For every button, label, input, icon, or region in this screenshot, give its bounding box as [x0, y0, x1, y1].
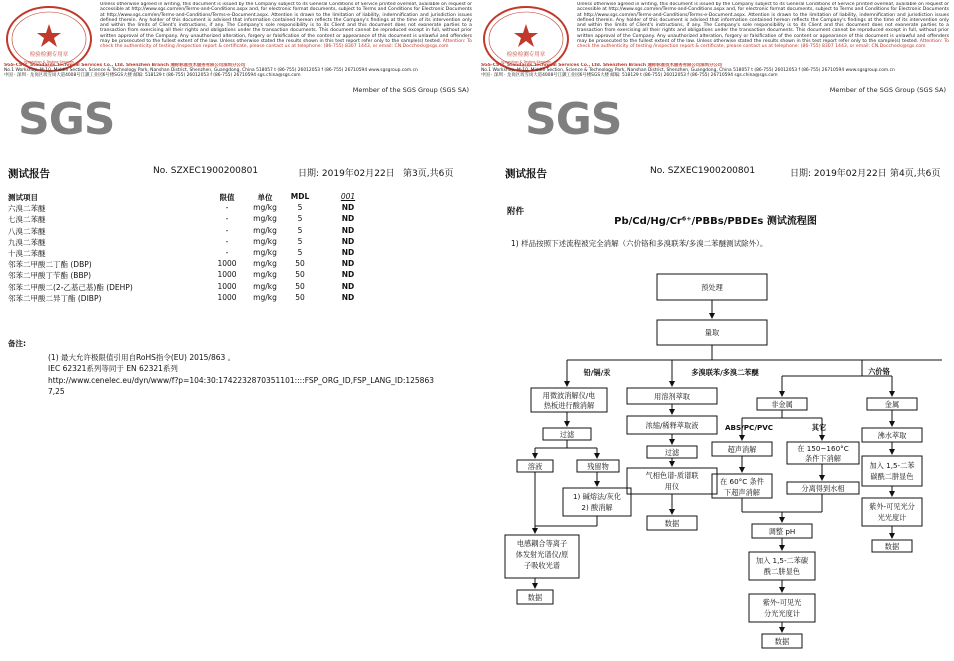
- cell-result: ND: [341, 292, 355, 302]
- cell-result: ND: [341, 214, 355, 224]
- table-row: [8, 282, 388, 293]
- cell-unit: mg/kg: [253, 292, 277, 302]
- test-flowchart: [477, 250, 954, 661]
- cell-unit: mg/kg: [253, 225, 277, 235]
- table-row: [8, 248, 388, 259]
- cell-test-item: 十溴二苯醚: [8, 248, 46, 258]
- svg-text:检验检测专用章: 检验检测专用章: [506, 52, 546, 58]
- member-line: Member of the SGS Group (SGS SA): [352, 86, 469, 94]
- flow-alkali-fusion: 1) 碱熔法/灰化: [572, 492, 622, 501]
- flow-uv-vis-2: 分光光度计: [764, 609, 800, 618]
- cell-result: ND: [341, 236, 355, 246]
- cell-unit: mg/kg: [253, 214, 277, 224]
- cell-mdl: 50: [295, 259, 305, 269]
- report-title: 测试报告: [505, 168, 547, 180]
- table-row: [8, 237, 388, 248]
- table-row: [8, 203, 388, 214]
- results-table: [8, 192, 388, 304]
- cell-mdl: 5: [297, 236, 303, 246]
- cell-result: ND: [341, 259, 355, 269]
- cell-test-item: 八溴二苯醚: [8, 226, 46, 236]
- flow-sampling: 量取: [704, 328, 720, 337]
- flow-color-dev: 加入 1,5-二苯碳: [755, 556, 809, 565]
- flow-icp-3: 子吸收光谱: [524, 561, 560, 570]
- flow-icp: 电感耦合等离子: [516, 539, 568, 548]
- cell-result: ND: [341, 270, 355, 280]
- cell-limit: -: [225, 214, 229, 224]
- flow-solution: 溶液: [527, 462, 543, 471]
- cell-mdl: 5: [297, 214, 303, 224]
- header-test-item: 测试项目: [8, 193, 38, 202]
- flow-abs-pc-pvc: ABS/PC/PVC: [724, 423, 774, 432]
- flow-branch-pbb-pbde: 多溴联苯/多溴二苯醚: [691, 368, 759, 377]
- flow-color-dev-2: 酰二肼显色: [764, 567, 800, 576]
- flow-ultrasonic: 超声消解: [727, 445, 757, 454]
- cell-test-item: 六溴二苯醚: [8, 204, 46, 214]
- flow-digest-150: 在 150~160°C: [797, 444, 849, 453]
- flow-acid-digestion-b: 2) 酸消解: [581, 503, 613, 512]
- flow-ultrasonic-60-2: 下超声消解: [724, 488, 760, 497]
- cell-unit: mg/kg: [253, 236, 277, 246]
- flow-solvent-extract: 用溶剂萃取: [654, 392, 690, 401]
- flow-concentrate: 浓缩/稀释萃取液: [645, 421, 699, 430]
- flow-uv-vis: 紫外-可见光: [762, 598, 802, 607]
- flow-gcms-2: 用仪: [664, 482, 680, 491]
- cell-unit: mg/kg: [253, 203, 277, 213]
- page-number: 第3页,共6页: [403, 169, 454, 179]
- report-title: 测试报告: [8, 168, 50, 180]
- svg-text:Inspection & Testing Services: Inspection & Testing Services: [501, 60, 551, 64]
- cell-limit: -: [225, 236, 229, 246]
- svg-text:Inspection & Testing Services: Inspection & Testing Services: [24, 60, 74, 64]
- flow-metal: 金属: [884, 400, 900, 409]
- cell-test-item: 七溴二苯醚: [8, 215, 46, 225]
- annex-label: 附件: [507, 207, 525, 217]
- flow-filter-a: 过滤: [559, 430, 575, 439]
- flow-data-d: 数据: [884, 542, 900, 551]
- header-mdl: MDL: [290, 192, 310, 201]
- cell-mdl: 5: [297, 225, 303, 235]
- flow-branch-cr6: 六价铬: [868, 367, 890, 376]
- member-line: Member of the SGS Group (SGS SA): [829, 86, 946, 94]
- sgs-logo: SGS: [18, 94, 115, 145]
- flow-ultrasonic-60: 在 60°C 条件: [720, 477, 764, 486]
- cell-unit: mg/kg: [253, 247, 277, 257]
- flow-data-a: 数据: [527, 593, 543, 602]
- svg-text:检验检测专用章: 检验检测专用章: [29, 52, 69, 58]
- step-1-text: 1) 样品按照下述流程被完全消解（六价铬和多溴联苯/多溴二苯醚测试除外）。: [511, 239, 768, 248]
- cell-test-item: 邻苯二甲酸二(2-乙基己基)酯 (DEHP): [8, 282, 133, 292]
- cell-limit: -: [225, 247, 229, 257]
- cell-result: ND: [341, 203, 355, 213]
- cell-test-item: 九溴二苯醚: [8, 237, 46, 247]
- cell-mdl: 5: [297, 203, 303, 213]
- flow-uv-vis-d-2: 光光度计: [877, 513, 907, 522]
- header-sample-001: 001: [340, 192, 356, 201]
- company-address-strip: SGS-CSTC Standards Technical Services Co., Ltd. Shenzhen Branch 通标标准技术服务有限公司深圳分公司 No.1 Workshop, M-10, Middle Section, Science & Technology Park, Nanshan District, Shenzhen, Guangdong, China 518057 t (86-755) 26012053 f (86-755) 26710594 www.sgsgroup.com.cn 中国 · 深圳 · 龙岗区坂雪岗大道4008号江灏工业园6号楼SGS大楼 邮编: 518129 t (86-755) 26012053 f (86-755) 26710594 sgs.china@sgs.com: [4, 63, 418, 78]
- cell-limit: 1000: [217, 270, 237, 280]
- table-row: [8, 226, 388, 237]
- table-row: [8, 270, 388, 281]
- legal-disclaimer: Unless otherwise agreed in writing, this document is issued by the Company subject to its General Conditions of Service printed overleaf, available on request or accessible at http://www.sgs.com/en/Terms-and-Conditions.aspx and, for electronic format documents, subject to Terms and Conditions for Electronic Documents at http://www.sgs.com/en/Terms-and-Conditions/Terms-e-Document.aspx. Attention is drawn to the limitation of liability, indemnification and jurisdiction issues defined therein. Any holder of this document is advised that information contained hereon reflects the Company's findings at the time of its intervention only and within the limits of Client's instructions, if any. The Company's sole responsibility is to its Client and this document does not exonerate parties to a transaction from exercising all their rights and obligations under the transaction documents. This document cannot be reproduced except in full, without prior written approval of the Company. Any unauthorized alteration, forgery or falsification of the content or appearance of this document is unlawful and offenders may be prosecuted to the fullest extent of the law. Unless otherwise stated the results shown in this test report refer only to the sample(s) tested. Attention: To check the authenticity of testing /inspection report & certificate, please contact us at telephone: (86-755) 8307 1443, or email: CN.Doccheck@sgs.com: [577, 2, 949, 50]
- flow-other: 其它: [811, 423, 827, 432]
- flow-boiling-water: 沸水萃取: [877, 431, 907, 440]
- company-address-strip: SGS-CSTC Standards Technical Services Co., Ltd. Shenzhen Branch 通标标准技术服务有限公司深圳分公司 No.1 Workshop, M-10, Middle Section, Science & Technology Park, Nanshan District, Shenzhen, Guangdong, China 518057 t (86-755) 26012053 f (86-755) 26710594 www.sgsgroup.com.cn 中国 · 深圳 · 龙岗区坂雪岗大道4008号江灏工业园6号楼SGS大楼 邮编: 518129 t (86-755) 26012053 f (86-755) 26710594 sgs.china@sgs.com: [481, 63, 895, 78]
- flow-color-dev-d-2: 碳酰二肼显色: [870, 472, 914, 481]
- flow-acid-digestion-2: 热板进行酸消解: [543, 401, 595, 410]
- header-limit: 限值: [219, 193, 235, 202]
- page-number: 第4页,共6页: [890, 169, 941, 179]
- flow-data-c: 数据: [774, 637, 790, 646]
- cell-unit: mg/kg: [253, 259, 277, 269]
- flow-adjust-ph: 调整 pH: [768, 527, 796, 536]
- sgs-logo: SGS: [525, 94, 622, 145]
- flow-uv-vis-d: 紫外-可见光分: [869, 502, 915, 511]
- flow-aqueous-phase: 分离得到水相: [801, 484, 845, 493]
- cell-mdl: 50: [295, 270, 305, 280]
- report-number: No. SZXEC1900200801: [650, 166, 756, 176]
- cell-mdl: 5: [297, 247, 303, 257]
- flow-branch-pb-cd-hg: 铅/镉/汞: [583, 368, 611, 377]
- cell-limit: 1000: [217, 292, 237, 302]
- cell-limit: -: [225, 203, 229, 213]
- cell-test-item: 邻苯二甲酸二异丁酯 (DIBP): [8, 293, 102, 303]
- cell-test-item: 邻苯二甲酸二丁酯 (DBP): [8, 260, 92, 270]
- flow-filter-b: 过滤: [664, 448, 680, 457]
- cell-limit: 1000: [217, 281, 237, 291]
- cell-limit: -: [225, 225, 229, 235]
- flow-data-b: 数据: [664, 519, 680, 528]
- cell-mdl: 50: [295, 292, 305, 302]
- flow-pretreatment: 预处理: [701, 283, 723, 292]
- flow-gcms: 气相色谱-质谱联: [645, 471, 699, 480]
- report-number: No. SZXEC1900200801: [153, 166, 259, 176]
- flow-residue: 残留物: [587, 462, 609, 471]
- flow-non-metal: 非金属: [771, 400, 793, 409]
- flow-color-dev-d: 加入 1,5-二苯: [869, 461, 915, 470]
- legal-disclaimer: Unless otherwise agreed in writing, this document is issued by the Company subject to its General Conditions of Service printed overleaf, available on request or accessible at http://www.sgs.com/en/Terms-and-Conditions.aspx and, for electronic format documents, subject to Terms and Conditions for Electronic Documents at http://www.sgs.com/en/Terms-and-Conditions/Terms-e-Document.aspx. Attention is drawn to the limitation of liability, indemnification and jurisdiction issues defined therein. Any holder of this document is advised that information contained hereon reflects the Company's findings at the time of its intervention only and within the limits of Client's instructions, if any. The Company's sole responsibility is to its Client and this document does not exonerate parties to a transaction from exercising all their rights and obligations under the transaction documents. This document cannot be reproduced except in full, without prior written approval of the Company. Any unauthorized alteration, forgery or falsification of the content or appearance of this document is unlawful and offenders may be prosecuted to the fullest extent of the law. Unless otherwise stated the results shown in this test report refer only to the sample(s) tested. Attention: To check the authenticity of testing /inspection report & certificate, please contact us at telephone: (86-755) 8307 1443, or email: CN.Doccheck@sgs.com: [100, 2, 472, 50]
- flow-acid-digestion: 用微波消解仪/电: [542, 391, 596, 400]
- cell-unit: mg/kg: [253, 281, 277, 291]
- report-date: 日期: 2019年02月22日: [790, 169, 887, 179]
- table-row: [8, 214, 388, 225]
- cell-test-item: 邻苯二甲酸丁苄酯 (BBP): [8, 271, 92, 281]
- remarks: 备注: (1) 最大允许极限值引用自RoHS指令(EU) 2015/863 。 IEC 62321系列等同于 EN 62321系列 http://www.cenelec.eu/dyn/www/f?p=104:30:1742232870351101::::FSP_ORG_ID,FSP_LANG_ID:125863 7,25: [8, 339, 434, 396]
- header-unit: 单位: [257, 193, 273, 202]
- flow-icp-2: 体发射光谱仪/原: [515, 550, 569, 559]
- cell-mdl: 50: [295, 281, 305, 291]
- cell-unit: mg/kg: [253, 270, 277, 280]
- report-page-4: [477, 0, 954, 661]
- table-row: [8, 293, 388, 304]
- flow-digest-150-2: 条件下消解: [805, 454, 841, 463]
- cell-result: ND: [341, 247, 355, 257]
- cell-limit: 1000: [217, 259, 237, 269]
- cell-result: ND: [341, 225, 355, 235]
- cell-result: ND: [341, 281, 355, 291]
- flowchart-title: Pb/Cd/Hg/Cr⁶⁺/PBBs/PBDEs 测试流程图: [614, 216, 817, 227]
- report-date: 日期: 2019年02月22日: [298, 169, 395, 179]
- table-header-row: [8, 192, 388, 203]
- table-row: [8, 259, 388, 270]
